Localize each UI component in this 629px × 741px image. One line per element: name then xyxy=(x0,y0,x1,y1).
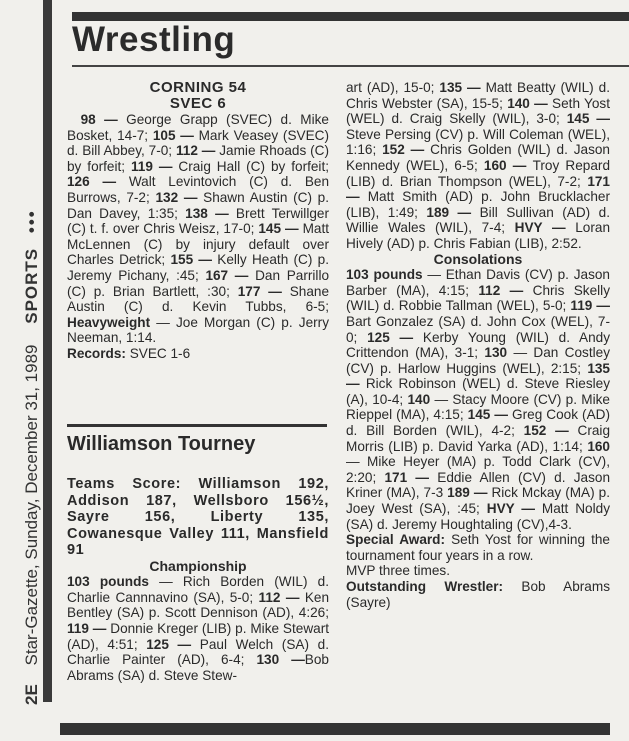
tourney-title: Williamson Tourney xyxy=(67,432,256,455)
paper-dateline: Star-Gazette, Sunday, December 31, 1989 xyxy=(22,344,41,666)
bold-label: 177 — xyxy=(237,283,290,299)
bold-label: 140 xyxy=(407,391,431,407)
outstanding-wrestler xyxy=(346,579,610,610)
consolation-results xyxy=(346,267,610,532)
bold-label: 167 — xyxy=(205,267,256,283)
title-rule xyxy=(72,65,629,67)
result-text: — Joe Morgan (C) p. Jerry Neeman, 1:14. xyxy=(67,314,329,346)
result-text: Mark Veasey (SVEC) d. Bill Abbey, 7-0; xyxy=(67,127,329,159)
bold-label: Records: xyxy=(67,345,130,361)
bold-label: 152 — xyxy=(382,142,431,158)
mvp-note: MVP three times. xyxy=(346,563,451,579)
result-text: Dan Parrillo (C) p. Brian Bartlett, :30; xyxy=(67,267,330,299)
bold-label: 119 — xyxy=(131,158,179,174)
result-text: Bob Abrams (SA) d. Steve Stew- xyxy=(67,652,329,683)
bold-label: 171 — xyxy=(346,173,610,205)
championship-results xyxy=(67,574,329,683)
result-text: Chris Skelly (WIL) d. Robbie Tallman (WEL), 5-0; xyxy=(346,282,610,314)
page-title: Wrestling xyxy=(72,20,236,59)
bold-label: 119 — xyxy=(67,620,111,636)
bold-label: 126 — xyxy=(67,174,129,190)
result-text: Craig Hall (C) by forfeit; xyxy=(178,158,330,174)
page-number: 2E xyxy=(22,684,41,705)
right-column xyxy=(346,80,610,610)
bold-label: 119 — xyxy=(570,298,610,314)
bold-label: 160 xyxy=(587,438,610,454)
page-margin-folio xyxy=(22,65,42,705)
corning-records xyxy=(67,346,329,362)
bold-label: 125 — xyxy=(367,329,423,345)
result-text: Matt Noldy (SA) d. Jeremy Houghtaling (CV),4-3. xyxy=(346,501,610,532)
section-rule xyxy=(67,424,327,427)
result-text: Seth Yost for winning the tournament four years in a row. xyxy=(346,532,610,563)
championship-heading: Championship xyxy=(149,557,247,574)
section-dots: ••• xyxy=(22,209,41,234)
result-text: Loran Hively (AD) p. Chris Fabian (LIB), 2:52. xyxy=(346,220,611,251)
result-text: Shawn Austin (C) p. Dan Davey, 1:35; xyxy=(67,189,330,221)
bold-label: 105 — xyxy=(152,127,199,143)
section-name: SPORTS xyxy=(22,247,41,324)
bold-label: 135 — xyxy=(439,80,486,95)
bold-label: HVY — xyxy=(514,220,576,236)
bottom-rule xyxy=(60,723,610,735)
bold-label: 98 — xyxy=(80,112,127,127)
corning-results xyxy=(67,112,329,346)
result-text: Bill Sullivan (AD) d. Willie Wales (WIL), 7-4; xyxy=(346,204,611,236)
result-text: Donnie Kreger (LIB) p. Mike Stewart (AD), 4:51; xyxy=(67,620,330,652)
result-text: — Ethan Davis (CV) p. Jason Barber (MA), 4:15; xyxy=(346,267,610,298)
result-text: Craig Morris (LIB) p. David Yarka (AD), 1:14; xyxy=(346,423,611,454)
bold-label: 189 — xyxy=(426,204,480,220)
result-text: — Stacy Moore (CV) p. Mike Rieppel (MA), 4:15; xyxy=(346,391,610,423)
bold-label: 171 — xyxy=(384,469,438,485)
bold-label: 130 — xyxy=(256,652,305,668)
consolations-heading: Consolations xyxy=(433,250,523,267)
result-text: Rick Robinson (WEL) d. Steve Riesley (A), 10-4; xyxy=(346,376,610,407)
margin-vertical-rule xyxy=(43,0,52,702)
bold-label: 132 — xyxy=(155,189,204,205)
bold-label: 189 — xyxy=(447,485,492,501)
result-text: Walt Levintovich (C) d. Ben Burrows, 7-2; xyxy=(67,174,330,205)
special-award xyxy=(346,532,610,563)
bold-label: 112 — xyxy=(478,282,533,298)
result-text: SVEC 1-6 xyxy=(129,345,191,361)
result-text: Shane Austin (C) d. Kevin Tubbs, 6-5; xyxy=(67,283,330,315)
result-text: Paul Welch (SA) d. Charlie Painter (AD), 6-4; xyxy=(67,636,329,668)
result-text: Kerby Young (WIL) d. Andy Crittendon (MA), 3-1; xyxy=(346,329,610,361)
result-text: Seth Yost (WEL) d. Craig Skelly (WIL), 3-0; xyxy=(346,95,611,127)
bold-label: 103 pounds xyxy=(346,267,423,283)
result-text: Bob Abrams (Sayre) xyxy=(346,579,610,610)
team-scores: Teams Score: Williamson 192, Addison 187, Wellsboro 156½, Sayre 156, Liberty 135, Cowanesque Valley 111, Mansfield 91 xyxy=(67,476,329,559)
bold-label: 112 — xyxy=(175,143,220,159)
result-text: Brett Terwillger (C) t. f. over Chris Weisz, 17-0; xyxy=(67,205,329,237)
result-text: Kelly Heath (C) p. Jeremy Pichany, :45; xyxy=(67,252,330,283)
result-text: Steve Persing (CV) p. Will Coleman (WEL), 1:16; xyxy=(346,126,610,158)
bold-label: 130 xyxy=(484,345,508,361)
bold-label: 125 — xyxy=(146,636,200,652)
bold-label: 152 — xyxy=(523,423,578,439)
result-text: — Rich Borden (WIL) d. Charlie Cannnavino (SA), 5-0; xyxy=(67,574,329,605)
result-text: — Dan Costley (CV) p. Harlow Huggins (WEL), 2:15; xyxy=(346,345,610,376)
bold-label: Heavyweight xyxy=(67,314,151,330)
result-text: Greg Cook (AD) d. Bill Borden (WIL), 4-2; xyxy=(346,407,610,439)
bold-label: HVY — xyxy=(486,501,542,517)
bold-label: 160 — xyxy=(483,157,533,173)
result-text: — Mike Heyer (MA) p. Todd Clark (CV), 2:20; xyxy=(346,454,610,485)
bold-label: 140 — xyxy=(507,95,553,111)
bold-label: 103 pounds xyxy=(67,574,149,590)
bold-label: 135 — xyxy=(346,360,610,392)
bold-label: 112 — xyxy=(258,589,305,605)
bold-label: 145 — xyxy=(467,407,513,423)
championship-results-cont xyxy=(346,80,610,252)
bold-label: 145 — xyxy=(258,221,303,237)
bold-label: 155 — xyxy=(170,252,218,268)
result-text: Matt Beatty (WIL) d. Chris Webster (SA), 15-5; xyxy=(346,80,610,111)
result-text: Ken Bentley (SA) p. Scott Dennison (AD), 4:26; xyxy=(67,589,329,621)
result-text: Chris Golden (WIL) d. Jason Kennedy (WEL), 6-5; xyxy=(346,142,610,173)
result-text: Troy Repard (LIB) d. Brian Thompson (WEL), 7-2; xyxy=(346,157,611,189)
result-text: Matt Smith (AD) p. John Brucklacher (LIB), 1:49; xyxy=(346,189,611,220)
result-text: Matt McLennen (C) by injury default over Charles Detrick; xyxy=(67,221,330,268)
result-text: Eddie Allen (CV) d. Jason Kriner (MA), 7-3 xyxy=(346,469,611,501)
result-text: Bart Gonzalez (SA) d. John Cox (WEL), 7-0; xyxy=(346,313,610,345)
bold-label: 145 — xyxy=(566,111,610,127)
result-text: Jamie Rhoads (C) by forfeit; xyxy=(67,143,329,174)
bold-label: Special Award: xyxy=(346,532,452,548)
bold-label: 138 — xyxy=(185,205,236,221)
result-text: Rick Mckay (MA) p. Joey West (SA), :45; xyxy=(346,485,610,517)
svec-score-headline: SVEC 6 xyxy=(169,95,227,112)
left-column xyxy=(67,80,329,683)
bold-label: Outstanding Wrestler: xyxy=(346,579,522,594)
result-text: art (AD), 15-0; xyxy=(346,80,440,95)
result-text: George Grapp (SVEC) d. Mike Bosket, 14-7; xyxy=(67,112,329,143)
corning-score-headline: CORNING 54 xyxy=(149,79,247,96)
